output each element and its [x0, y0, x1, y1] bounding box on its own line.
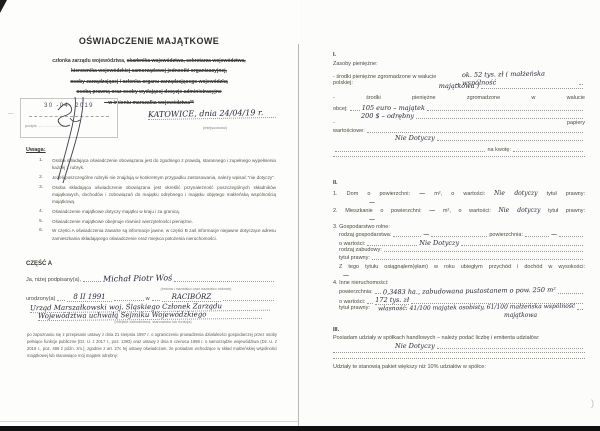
stamp-dashed-line	[29, 115, 109, 117]
dotted-fill	[114, 300, 144, 301]
other-property-heading: 4. Inne nieruchomości:	[333, 280, 389, 286]
other-property-area-label: powierzchnia:	[339, 289, 373, 295]
note-item	[30, 184, 276, 206]
dotted-fill	[367, 132, 583, 133]
dotted-fill	[384, 251, 583, 252]
securities-label: papiery	[566, 120, 585, 126]
dotted-fill	[431, 236, 487, 237]
cash-fx-line	[333, 104, 585, 112]
shares-label: Posiadam udziały w spółkach handlowych – należy podać liczbę i emitenta udziałów:	[333, 335, 540, 341]
notes-list	[30, 157, 276, 244]
dotted-rule	[333, 351, 585, 353]
note-number: 5.	[39, 217, 43, 223]
cash-fx-value-1-handwritten: 105 euro – majątek	[361, 104, 425, 112]
dotted-fill	[558, 293, 583, 294]
cash-pln-value-handwritten: ok. 52 tys. zł ( małżeńska wspólność	[461, 69, 545, 88]
dotted-fill	[335, 151, 485, 152]
employment-caption: (miejsce zatrudnienia, stanowisko lub funkcja)	[114, 320, 192, 324]
farm-kind-label: rodzaj gospodarstwa:	[339, 232, 392, 238]
note-text: Osoba składająca oświadczenie obowiązana jest do zgodnego z prawdą, starannego i zupełnego wypełnienia każdej z rubryk.	[52, 158, 276, 171]
section-2-number: II.	[333, 180, 338, 186]
part-a-heading: CZĘŚĆ A	[26, 261, 53, 267]
dotted-fill	[437, 348, 583, 349]
dotted-fill	[461, 245, 583, 246]
other-property-value-label: o wartości:	[339, 299, 366, 305]
cash-fx-label-2: obcej:	[333, 106, 348, 112]
cash-pln-label: - środki pieniężne zgromadzone w walucie polskiej:	[333, 74, 437, 86]
place-caption: (miejscowość)	[202, 126, 228, 130]
house-label-1: 1. Dom o powierzchni:	[333, 191, 411, 197]
farm-kind-line	[339, 231, 585, 238]
born-in-label: w	[145, 296, 150, 302]
birth-line	[26, 293, 276, 302]
page-right	[299, 0, 600, 426]
other-property-value-handwritten: 172 tys. zł	[375, 296, 410, 304]
house-blank-handwritten: —	[419, 190, 426, 197]
farm-value-line	[339, 239, 585, 247]
farm-income-value-handwritten: —	[343, 272, 349, 279]
other-property-title-handwritten: własność: 41/100 majątek osobisty, 61/100 małżeńska wspólność	[377, 302, 576, 313]
apartment-label-1: 2. Mieszkanie o powierzchni:	[333, 208, 422, 214]
other-property-title-2-handwritten: majątkowa	[504, 312, 538, 319]
subtitle-kept: członka zarządu województwa,	[52, 58, 126, 64]
birth-date-handwritten: 8 II 1991	[67, 293, 111, 302]
stamp-signature-label: podpis ............................	[25, 123, 70, 128]
dotted-fill	[559, 236, 583, 237]
amount-label: na kwotę:	[487, 147, 511, 153]
farm-kind-value-handwritten: —	[423, 231, 430, 238]
farm-area-value-handwritten: —	[551, 231, 557, 238]
shares-note: Udziały te stanowią pakiet większy niż 10% udziałów w spółce:	[333, 364, 486, 370]
dotted-rule	[333, 357, 585, 359]
section-1-number: I.	[333, 52, 337, 58]
dotted-fill	[393, 236, 421, 237]
declarant-name-handwritten: Michał Piotr Woś	[102, 273, 173, 284]
dotted-fill	[57, 300, 65, 301]
securities-line-1	[333, 120, 585, 126]
farm-value-handwritten: Nie Dotyczy	[419, 239, 460, 247]
name-caption: (imiona i nazwisko oraz nazwisko rodowe)	[160, 287, 232, 291]
subtitle-line-2: kierownika wojewódzkiej samorządowej jednostki organizacyjnej,	[71, 68, 227, 75]
dotted-fill	[152, 300, 160, 301]
subtitle-line-1	[10, 56, 288, 66]
note-text: Jeżeli poszczególne rubryki nie znajdują w konkretnym przypadku zastosowania, należy wpisać "nie dotyczy".	[52, 174, 276, 180]
dotted-fill	[577, 309, 583, 310]
note-text: Osoba składająca oświadczenie obowiązana jest określić przynależność poszczególnych składników majątkowych, dochodów i zobowiązań do majątku odrębnego i majątku objętego małżeńską wspólnością majątkową.	[52, 184, 276, 205]
cash-pln-value-2-handwritten: majątkowa )	[438, 82, 480, 90]
declarant-label: Ja, niżej podpisany(a),	[26, 277, 82, 283]
dotted-fill	[83, 281, 101, 282]
dotted-fill	[427, 110, 583, 111]
subtitle-line-4: osobą prawną oraz osoby wydającej decyzje administracyjne	[76, 89, 222, 96]
house-line	[333, 190, 585, 197]
declarant-line	[26, 274, 276, 283]
dotted-fill	[367, 245, 417, 246]
receipt-stamp	[20, 98, 118, 138]
section-3-number: III.	[333, 327, 340, 333]
born-label: urodzony(a)	[26, 296, 56, 302]
apartment-label-2: m², o wartości:	[442, 208, 491, 214]
farm-title-label: tytuł prawny:	[339, 255, 370, 261]
note-number: 3.	[39, 183, 43, 189]
cash-pln-line-2	[333, 82, 585, 90]
other-property-area-line	[339, 287, 585, 295]
dotted-fill	[513, 151, 583, 152]
other-property-title-line	[339, 304, 585, 311]
note-item	[30, 157, 276, 172]
note-text: Oświadczenie majątkowe dotyczy majątku w kraju i za granicą.	[52, 208, 180, 214]
farm-income-label: Z tego tytułu osiągnąłem(ęłam) w roku ubiegłym przychód i dochód w wysokości:	[339, 264, 585, 270]
house-dash-handwritten: —	[369, 199, 375, 206]
section-1-heading: Zasoby pieniężne:	[333, 61, 378, 67]
subtitle-line-3: osoby zarządzającej i członka organu zarządzającego wojewódzką	[70, 78, 228, 85]
apartment-blank-handwritten: —	[429, 207, 436, 214]
dotted-fill	[174, 281, 274, 282]
employment-handwritten-2: Województwa uchwałą Sejmiku Wojewódzkiego	[38, 310, 262, 321]
dotted-rule	[333, 155, 585, 157]
securities-value-line	[333, 134, 585, 142]
note-number: 6.	[39, 227, 43, 233]
house-label-2: m², o wartości:	[434, 191, 486, 197]
apartment-dash-handwritten: —	[369, 216, 375, 223]
scan-artifact: )	[591, 398, 594, 408]
subtitle-struck-1: skarbnika województwa, sekretarza województwa,	[126, 58, 246, 64]
farm-heading: 3. Gospodarstwo rolne:	[333, 224, 390, 230]
shares-value-line	[333, 342, 585, 350]
notes-heading: Uwaga:	[26, 147, 46, 153]
dotted-fill	[372, 259, 583, 260]
note-number: 2.	[39, 173, 43, 179]
scan-artifact	[0, 0, 7, 13]
securities-label-2: wartościowe:	[333, 128, 365, 134]
note-item	[30, 208, 276, 215]
house-label-3: tytuł prawny:	[546, 191, 585, 197]
note-number: 1.	[39, 157, 43, 162]
stamp-date: 30 -04- 2019	[44, 103, 94, 109]
place-date-handwritten: KATOWICE, dnia 24/04/19 r.	[148, 108, 276, 120]
note-text: W części A oświadczenia zawarte są informacje jawne, w części B zaś informacje niejawne dotyczące adresu zamieszkania składającego oświadczenie oraz miejsca położenia nieruchomości.	[52, 228, 276, 241]
bottom-black-bar	[0, 426, 600, 431]
cash-fx-value-2-handwritten: 200 $ – odrębny	[361, 112, 415, 120]
note-text: Oświadczenie majątkowe obejmuje również wierzytelności pieniężne.	[52, 218, 193, 224]
farm-buildings-line	[339, 247, 585, 253]
note-item	[30, 174, 276, 181]
amount-line	[333, 147, 585, 153]
employment-handwritten-1: Urząd Marszałkowski woj. Śląskiego Członek Zarządu	[30, 302, 270, 314]
farm-value-label: o wartości:	[339, 241, 366, 247]
subtitle-line-5: – w imieniu marszałka województwa**	[104, 99, 194, 106]
page-left	[0, 0, 298, 422]
dotted-fill	[350, 110, 360, 111]
securities-value-handwritten: Nie Dotyczy	[395, 134, 435, 142]
other-property-area-handwritten: 0,3483 ha., zabudowana pustostanem o pow. 250 m²	[382, 285, 556, 297]
dotted-fill	[375, 293, 381, 294]
farm-buildings-label: rodzaj zabudowy:	[339, 247, 382, 253]
farm-title-line	[339, 255, 585, 261]
note-item	[30, 227, 276, 242]
cash-fx-label: - środki pieniężne zgromadzone w walucie	[333, 95, 585, 101]
dotted-fill	[525, 236, 549, 237]
other-property-title-label: tytuł prawny:	[339, 305, 370, 311]
document-title: OŚWIADCZENIE MAJĄTKOWE	[78, 36, 220, 46]
apartment-value-handwritten: Nie dotyczy	[498, 207, 541, 214]
apartment-line	[333, 207, 585, 214]
note-item	[30, 218, 276, 225]
securities-dash: -	[333, 120, 335, 126]
birth-place-handwritten: RACIBÓRZ	[162, 293, 222, 302]
apartment-label-3: tytuł prawny:	[548, 208, 586, 214]
legal-paragraph: po zapoznaniu się z przepisami ustawy z dnia 21 sierpnia 1997 r. o ograniczeniu prowadzenia działalności gospodarczej przez osoby pełniące funkcje publiczne (Dz. U. z 2017 r., poz. 1393) oraz ustawy z dnia 5 czerwca 1998 r. o samorządzie województwa (Dz. U. z 2016 r., poz. 486 z późn. zm.), zgodnie z art. 27c tej ustawy oświadczam, że posiadam wchodzące w skład małżeńskiej wspólności majątkowej lub stanowiące mój majątek odrębny:	[27, 332, 277, 358]
dotted-fill	[416, 118, 583, 119]
dotted-fill	[437, 140, 583, 141]
note-number: 4.	[39, 207, 43, 213]
dotted-fill	[481, 88, 583, 89]
stamp-left-mark: —	[8, 111, 14, 117]
house-value-handwritten: Nie dotyczy	[494, 190, 538, 197]
shares-value-handwritten: Nie Dotyczy	[395, 342, 435, 350]
cash-fx-line-2	[333, 112, 585, 120]
farm-area-label: powierzchnia:	[489, 232, 523, 238]
